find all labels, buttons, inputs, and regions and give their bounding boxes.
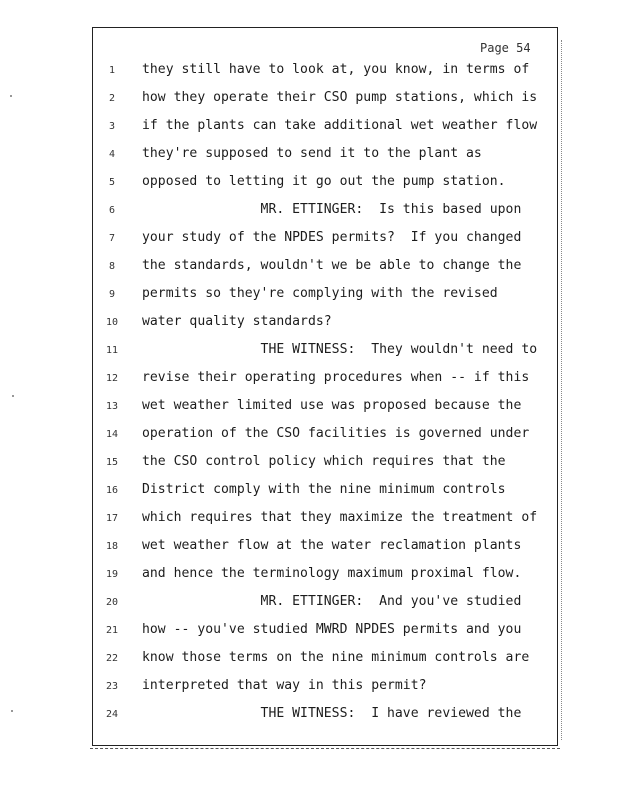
line-number: 9 xyxy=(108,289,116,300)
line-number: 6 xyxy=(108,205,116,216)
line-number: 20 xyxy=(105,597,119,608)
transcript-line-text: the standards, wouldn't we be able to change the xyxy=(142,258,522,273)
transcript-line-text: THE WITNESS: They wouldn't need to xyxy=(142,342,538,357)
transcript-line-text: opposed to letting it go out the pump station. xyxy=(142,174,506,189)
transcript-line-text: permits so they're complying with the revised xyxy=(142,286,498,301)
line-number: 2 xyxy=(108,93,116,104)
transcript-line-text: how -- you've studied MWRD NPDES permits and you xyxy=(142,622,522,637)
transcript-line-text: they're supposed to send it to the plant as xyxy=(142,146,482,161)
line-number: 18 xyxy=(105,541,119,552)
transcript-line-text: the CSO control policy which requires that the xyxy=(142,454,506,469)
transcript-line-text: THE WITNESS: I have reviewed the xyxy=(142,706,522,721)
line-number: 11 xyxy=(105,345,119,356)
line-number: 19 xyxy=(105,569,119,580)
transcript-line-text: MR. ETTINGER: And you've studied xyxy=(142,594,522,609)
transcript-line-text: wet weather limited use was proposed because the xyxy=(142,398,522,413)
scan-speck xyxy=(10,95,12,97)
line-number: 13 xyxy=(105,401,119,412)
page-number: Page 54 xyxy=(480,41,531,55)
line-number: 21 xyxy=(105,625,119,636)
transcript-line-text: MR. ETTINGER: Is this based upon xyxy=(142,202,522,217)
line-number: 14 xyxy=(105,429,119,440)
scan-speck xyxy=(12,395,14,397)
line-number: 24 xyxy=(105,709,119,720)
line-number: 1 xyxy=(108,65,116,76)
line-number: 3 xyxy=(108,121,116,132)
transcript-line-text: wet weather flow at the water reclamation plants xyxy=(142,538,522,553)
line-number: 17 xyxy=(105,513,119,524)
line-number: 12 xyxy=(105,373,119,384)
line-number: 4 xyxy=(108,149,116,160)
line-number: 8 xyxy=(108,261,116,272)
margin-scan-marks xyxy=(561,40,564,740)
transcript-line-text: how they operate their CSO pump stations, which is xyxy=(142,90,538,105)
line-number: 16 xyxy=(105,485,119,496)
transcript-line-text: operation of the CSO facilities is governed under xyxy=(142,426,530,441)
line-number: 5 xyxy=(108,177,116,188)
transcript-line-text: interpreted that way in this permit? xyxy=(142,678,427,693)
line-number: 23 xyxy=(105,681,119,692)
transcript-line-text: they still have to look at, you know, in terms of xyxy=(142,62,530,77)
transcript-line-text: if the plants can take additional wet weather flow xyxy=(142,118,538,133)
line-number: 15 xyxy=(105,457,119,468)
scan-speck xyxy=(11,710,13,712)
transcript-line-text: which requires that they maximize the treatment of xyxy=(142,510,538,525)
transcript-page-frame xyxy=(92,27,558,746)
transcript-line-text: revise their operating procedures when -- if this xyxy=(142,370,530,385)
line-number: 7 xyxy=(108,233,116,244)
transcript-line-text: water quality standards? xyxy=(142,314,332,329)
bottom-rule xyxy=(90,748,560,751)
transcript-line-text: know those terms on the nine minimum controls are xyxy=(142,650,530,665)
transcript-line-text: your study of the NPDES permits? If you changed xyxy=(142,230,522,245)
line-number: 10 xyxy=(105,317,119,328)
line-number: 22 xyxy=(105,653,119,664)
transcript-line-text: and hence the terminology maximum proximal flow. xyxy=(142,566,522,581)
transcript-line-text: District comply with the nine minimum controls xyxy=(142,482,506,497)
